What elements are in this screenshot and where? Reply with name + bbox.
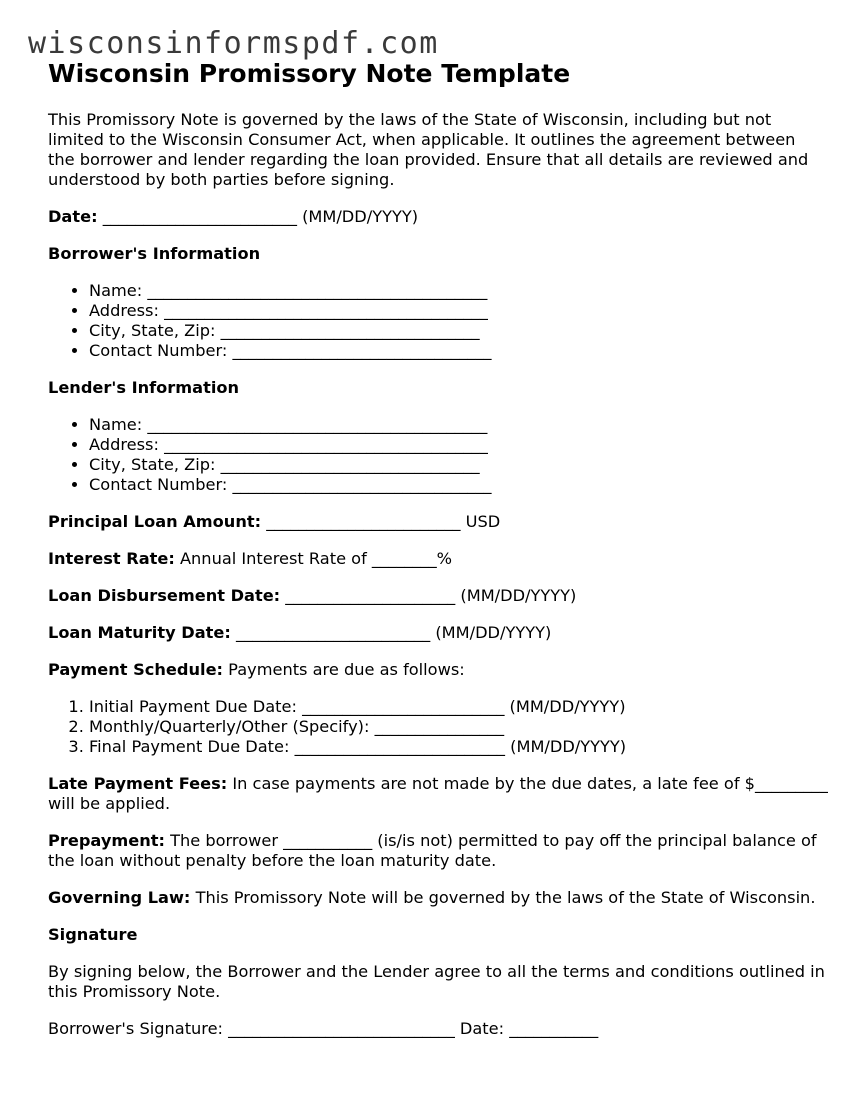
interest-value: Annual Interest Rate of ________%: [174, 549, 453, 568]
maturity-value: ________________________ (MM/DD/YYYY): [230, 623, 552, 642]
date-label: Date:: [48, 207, 98, 226]
late-fees-value: In case payments are not made by the due dates, a late fee of $_________ will be applied.: [48, 774, 828, 813]
schedule-periodic-item: 2. Monthly/Quarterly/Other (Specify): ________________: [89, 717, 838, 737]
schedule-label: Payment Schedule:: [48, 660, 224, 679]
schedule-list: [48, 697, 838, 757]
prepayment-value: The borrower ___________ (is/is not) permitted to pay off the principal balance of the loan without penalty before the loan maturity date.: [48, 831, 817, 870]
lender-heading: Lender's Information: [48, 378, 240, 397]
schedule-final-item: 3. Final Payment Due Date: __________________________ (MM/DD/YYYY): [89, 737, 838, 757]
site-watermark: wisconsinformspdf.com: [28, 26, 439, 61]
lender-contact-field: • Contact Number: ________________________________: [89, 475, 838, 495]
governing-law-value: This Promissory Note will be governed by the laws of the State of Wisconsin.: [190, 888, 816, 907]
prepayment-field: [48, 831, 838, 871]
date-field: [48, 207, 838, 227]
page-title: Wisconsin Promissory Note Template: [48, 59, 571, 88]
principal-field: [48, 512, 838, 532]
schedule-initial-item: 1. Initial Payment Due Date: _________________________ (MM/DD/YYYY): [89, 697, 838, 717]
governing-law-field: [48, 888, 838, 908]
lender-city-field: • City, State, Zip: ________________________________: [89, 455, 838, 475]
borrower-signature-line: Borrower's Signature: ____________________________ Date: ___________: [48, 1019, 599, 1038]
signature-text: By signing below, the Borrower and the Lender agree to all the terms and conditions outlined in this Promissory Note.: [48, 962, 825, 1001]
maturity-field: [48, 623, 838, 643]
schedule-value: Payments are due as follows:: [223, 660, 465, 679]
disbursement-label: Loan Disbursement Date:: [48, 586, 281, 605]
borrower-contact-field: • Contact Number: ________________________________: [89, 341, 838, 361]
borrower-name-field: • Name: __________________________________________: [89, 281, 838, 301]
signature-heading: Signature: [48, 925, 138, 944]
date-value: ________________________ (MM/DD/YYYY): [97, 207, 419, 226]
borrower-heading: Borrower's Information: [48, 244, 261, 263]
late-fees-label: Late Payment Fees:: [48, 774, 228, 793]
promissory-note-document: [48, 56, 838, 1039]
prepayment-label: Prepayment:: [48, 831, 165, 850]
borrower-city-field: • City, State, Zip: ________________________________: [89, 321, 838, 341]
interest-field: [48, 549, 838, 569]
lender-name-field: • Name: __________________________________________: [89, 415, 838, 435]
principal-value: ________________________ USD: [261, 512, 501, 531]
principal-label: Principal Loan Amount:: [48, 512, 262, 531]
maturity-label: Loan Maturity Date:: [48, 623, 231, 642]
schedule-field: [48, 660, 838, 680]
lender-address-field: • Address: ________________________________________: [89, 435, 838, 455]
disbursement-field: [48, 586, 838, 606]
borrower-address-field: • Address: ________________________________________: [89, 301, 838, 321]
borrower-list: [48, 281, 838, 361]
intro-paragraph: This Promissory Note is governed by the laws of the State of Wisconsin, including but not limited to the Wisconsin Consumer Act, when applicable. It outlines the agreement between the borrower and lender regarding the loan provided. Ensure that all details are reviewed and understood by both parties before signing.: [48, 110, 809, 189]
disbursement-value: _____________________ (MM/DD/YYYY): [280, 586, 577, 605]
governing-law-label: Governing Law:: [48, 888, 191, 907]
late-fees-field: [48, 774, 838, 814]
lender-list: [48, 415, 838, 495]
interest-label: Interest Rate:: [48, 549, 175, 568]
